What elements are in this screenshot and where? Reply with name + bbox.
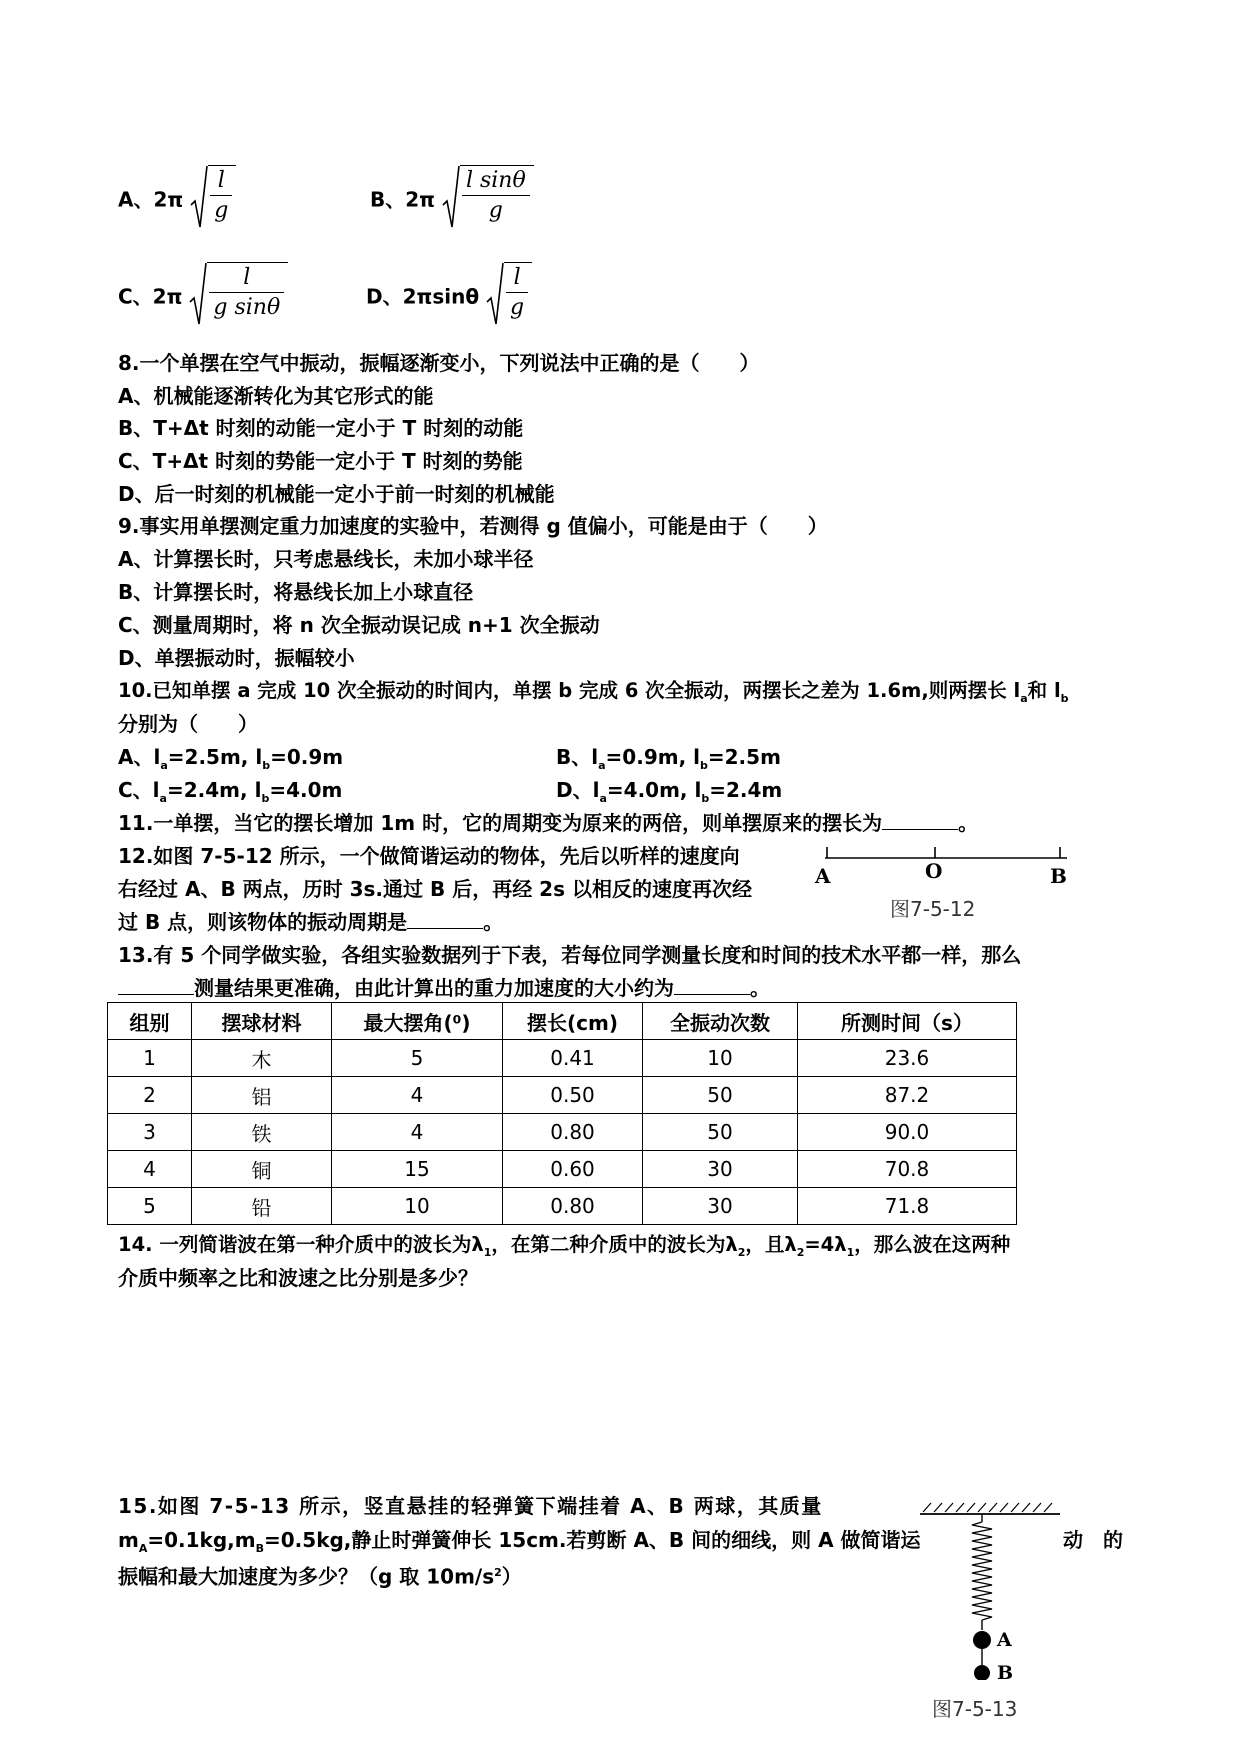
table-cell: 23.6 — [798, 1040, 1017, 1077]
q10-a-lb: l — [248, 745, 263, 769]
q7-option-c-numerator: l — [209, 265, 284, 293]
q8-stem: 8.一个单摆在空气中振动，振幅逐渐变小，下列说法中正确的是（ ） — [118, 351, 760, 375]
table-cell: 10 — [332, 1188, 503, 1225]
q7-option-c-label: C、2π — [118, 284, 183, 309]
table-cell: 4 — [332, 1114, 503, 1151]
q7-option-a-numerator: l — [210, 168, 232, 196]
table-header-cell: 最大摆角(⁰) — [332, 1003, 503, 1040]
q10-c-sub-a: a — [159, 792, 167, 805]
table-cell: 5 — [108, 1188, 192, 1225]
q7-option-c-radical — [189, 262, 288, 328]
q7-option-d-denominator: g — [510, 295, 525, 320]
q10-a-sub-b: b — [262, 759, 271, 772]
q15-text-3a: 振幅和最大加速度为多少？（g 取 10m/s — [118, 1564, 495, 1589]
table-header-cell: 摆球材料 — [192, 1003, 332, 1040]
q7-option-c-denominator: g sinθ — [213, 295, 281, 320]
q15-text-rest: =0.5kg,静止时弹簧伸长 15cm.若剪断 A、B 间的细线，则 A 做简谐运 — [264, 1528, 921, 1552]
table-cell: 30 — [643, 1188, 798, 1225]
q14-text-d: =4λ — [804, 1233, 847, 1256]
q12-line-2: 右经过 A、B 两点，历时 3s.通过 B 后，再经 2s 以相反的速度再次经 — [118, 877, 752, 901]
q8-option-a: A、机械能逐渐转化为其它形式的能 — [118, 384, 434, 408]
table-cell: 0.80 — [503, 1114, 643, 1151]
q14-text-b: ，在第二种介质中的波长为λ — [491, 1233, 738, 1256]
q14-line-1 — [118, 1232, 1010, 1266]
q7-option-b — [370, 165, 534, 231]
q12-line-1: 12.如图 7-5-12 所示，一个做简谐运动的物体，先后以听样的速度向 — [118, 844, 740, 868]
q11-end: 。 — [958, 811, 979, 835]
q15-text-m: m — [118, 1528, 139, 1552]
q10-d-lb-val: =2.4m — [709, 778, 783, 802]
q12-answer-blank[interactable] — [407, 928, 483, 929]
q7-option-d — [366, 262, 532, 328]
q10-d-sub-a: a — [599, 792, 607, 805]
q15-line-2 — [118, 1527, 921, 1562]
table-cell: 5 — [332, 1040, 503, 1077]
q10-stem-2: 分别为（ ） — [118, 712, 258, 736]
q11-stem — [118, 810, 978, 836]
table-cell: 铅 — [192, 1188, 332, 1225]
table-cell: 4 — [332, 1077, 503, 1114]
q15-text-mb: =0.1kg,m — [147, 1528, 256, 1552]
q7-option-c-fraction — [209, 265, 284, 320]
q7-option-b-numerator: l sinθ — [462, 168, 530, 196]
q10-d-sub-b: b — [701, 792, 710, 805]
q15-text-3b: ） — [501, 1564, 522, 1589]
table-cell: 50 — [643, 1077, 798, 1114]
table-header-cell: 所测时间（s） — [798, 1003, 1017, 1040]
q7-option-d-fraction — [506, 265, 528, 320]
q14-sub-1: 1 — [483, 1245, 492, 1259]
table-row — [108, 1151, 1017, 1188]
q9-option-c: C、测量周期时，将 n 次全振动误记成 n+1 次全振动 — [118, 613, 600, 637]
q13-line-2 — [118, 975, 770, 1001]
q10-option-b — [556, 744, 781, 779]
q12-line-3 — [118, 909, 503, 935]
q14-sub-1b: 1 — [846, 1245, 855, 1259]
figure-7-5-13-label-b: B — [997, 1662, 1014, 1684]
q13-line-2-text: 测量结果更准确，由此计算出的重力加速度的大小约为 — [194, 976, 674, 1000]
q7-option-c — [118, 262, 288, 328]
q15-line-3 — [118, 1560, 522, 1590]
table-cell: 15 — [332, 1151, 503, 1188]
q14-line-2: 介质中频率之比和波速之比分别是多少？ — [118, 1266, 478, 1290]
q15-sub-b: B — [255, 1542, 264, 1555]
q10-stem — [118, 678, 1069, 712]
q12-end: 。 — [483, 910, 504, 934]
table-cell: 70.8 — [798, 1151, 1017, 1188]
table-cell: 铜 — [192, 1151, 332, 1188]
table-header-cell: 组别 — [108, 1003, 192, 1040]
q7-option-b-denominator: g — [488, 198, 503, 223]
table-cell: 0.50 — [503, 1077, 643, 1114]
q10-d-lb: l — [687, 778, 702, 802]
q9-option-d: D、单摆振动时，振幅较小 — [118, 646, 355, 670]
table-cell: 木 — [192, 1040, 332, 1077]
q10-c-sub-b: b — [261, 792, 270, 805]
q10-option-d — [556, 777, 782, 812]
table-cell: 10 — [643, 1040, 798, 1077]
q13-answer-blank-2[interactable] — [674, 994, 750, 995]
q14-sub-2b: 2 — [796, 1245, 805, 1259]
table-header-cell: 全振动次数 — [643, 1003, 798, 1040]
q10-c-la: C、l — [118, 778, 160, 802]
table-cell: 铁 — [192, 1114, 332, 1151]
q10-option-a — [118, 744, 343, 779]
q7-option-a-label: A、2π — [118, 187, 184, 212]
table-cell: 71.8 — [798, 1188, 1017, 1225]
q14-text-a: 14. 一列简谐波在第一种介质中的波长为λ — [118, 1233, 484, 1256]
q9-option-b: B、计算摆长时，将悬线长加上小球直径 — [118, 580, 474, 604]
q10-b-lb: l — [686, 745, 700, 769]
q7-option-a — [118, 165, 236, 231]
q9-option-a: A、计算摆长时，只考虑悬线长，未加小球半径 — [118, 547, 534, 571]
q15-line-1: 15.如图 7-5-13 所示，竖直悬挂的轻弹簧下端挂着 A、B 两球，其质量 — [118, 1494, 823, 1518]
q8-option-b: B、T+Δt 时刻的动能一定小于 T 时刻的动能 — [118, 416, 524, 440]
figure-7-5-13-spring — [915, 1500, 1065, 1680]
table-cell: 2 — [108, 1077, 192, 1114]
table-cell: 90.0 — [798, 1114, 1017, 1151]
q8-option-d: D、后一时刻的机械能一定小于前一时刻的机械能 — [118, 482, 555, 506]
q7-option-d-numerator: l — [506, 265, 528, 293]
q10-b-la: B、l — [556, 745, 599, 769]
table-header-row — [108, 1003, 1017, 1040]
table-row — [108, 1188, 1017, 1225]
q10-sub-b: b — [1060, 691, 1069, 705]
q7-option-d-label: D、2πsinθ — [366, 284, 480, 309]
q7-option-d-radical — [486, 262, 532, 328]
q7-option-b-radical — [442, 165, 534, 231]
table-cell: 0.80 — [503, 1188, 643, 1225]
q7-option-a-radical — [190, 165, 236, 231]
table-row — [108, 1077, 1017, 1114]
q10-b-lb-val: =2.5m — [707, 745, 781, 769]
q10-option-c — [118, 777, 342, 812]
q10-a-lb-val: =0.9m — [270, 745, 344, 769]
q10-c-la-val: =2.4m, — [166, 778, 248, 802]
q15-sup: 2 — [494, 1566, 502, 1579]
figure-7-5-12-label-o: O — [925, 859, 943, 883]
table-row — [108, 1040, 1017, 1077]
table-cell: 30 — [643, 1151, 798, 1188]
q10-a-sub-a: a — [160, 759, 168, 772]
figure-7-5-12-caption: 图7-5-12 — [890, 897, 976, 921]
table-cell: 4 — [108, 1151, 192, 1188]
q10-b-la-val: =0.9m, — [605, 745, 687, 769]
figure-7-5-12-label-b: B — [1050, 864, 1067, 888]
q10-d-la-val: =4.0m, — [606, 778, 688, 802]
q7-option-b-fraction — [462, 168, 530, 223]
q10-c-lb: l — [247, 778, 262, 802]
table-header-cell: 摆长(cm) — [503, 1003, 643, 1040]
q12-line-3-text: 过 B 点，则该物体的振动周期是 — [118, 910, 408, 934]
table-cell: 87.2 — [798, 1077, 1017, 1114]
q7-option-a-fraction — [210, 168, 232, 223]
q13-answer-blank-1[interactable] — [118, 994, 194, 995]
table-cell: 50 — [643, 1114, 798, 1151]
table-row — [108, 1114, 1017, 1151]
q10-a-la: A、l — [118, 745, 161, 769]
q10-b-sub-a: a — [598, 759, 606, 772]
q13-data-table — [107, 1002, 1017, 1225]
q15-sub-a: A — [138, 1542, 148, 1555]
table-cell: 0.60 — [503, 1151, 643, 1188]
table-cell: 3 — [108, 1114, 192, 1151]
q14-sub-2: 2 — [737, 1245, 746, 1259]
q11-stem-text: 11.一单摆，当它的摆长增加 1m 时，它的周期变为原来的两倍，则单摆原来的摆长为 — [118, 811, 883, 835]
q14-text-c: ，且λ — [745, 1233, 797, 1256]
q14-text-e: ，那么波在这两种 — [854, 1233, 1011, 1256]
q15-line-2-tail: 动 的 — [1063, 1528, 1123, 1552]
q8-option-c: C、T+Δt 时刻的势能一定小于 T 时刻的势能 — [118, 449, 523, 473]
figure-7-5-12-line — [815, 838, 1075, 878]
q10-b-sub-b: b — [700, 759, 708, 772]
q7-option-a-denominator: g — [214, 198, 229, 223]
q10-d-la: D、l — [556, 778, 600, 802]
q9-stem: 9.事实用单摆测定重力加速度的实验中，若测得 g 值偏小，可能是由于（ ） — [118, 514, 828, 538]
q13-line-1: 13.有 5 个同学做实验，各组实验数据列于下表，若每位同学测量长度和时间的技术水平都一样，那么 — [118, 943, 1022, 967]
q7-option-b-label: B、2π — [370, 187, 435, 212]
q10-c-lb-val: =4.0m — [269, 778, 343, 802]
figure-7-5-13-label-a: A — [997, 1629, 1012, 1651]
q10-a-la-val: =2.5m, — [167, 745, 249, 769]
q10-sub-a: a — [1020, 691, 1028, 705]
q11-answer-blank[interactable] — [882, 829, 958, 830]
q10-stem-and: 和 l — [1027, 679, 1061, 702]
figure-7-5-12-label-a: A — [815, 864, 831, 888]
table-cell: 铝 — [192, 1077, 332, 1114]
table-cell: 0.41 — [503, 1040, 643, 1077]
figure-7-5-13-caption: 图7-5-13 — [932, 1697, 1018, 1721]
table-cell: 1 — [108, 1040, 192, 1077]
q10-stem-text: 10.已知单摆 a 完成 10 次全振动的时间内，单摆 b 完成 6 次全振动，两摆长之差为 1.6m,则两摆长 l — [118, 679, 1021, 702]
q13-end: 。 — [750, 976, 770, 1000]
